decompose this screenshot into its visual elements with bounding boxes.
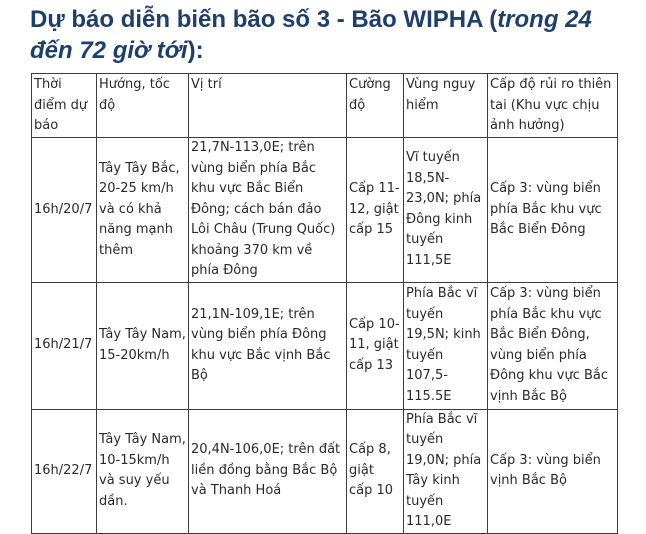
header-time: Thời điểm dự báo xyxy=(32,74,97,138)
title-italic: trong 24 đến 72 giờ tới xyxy=(30,6,592,64)
cell-risk: Cấp 3: vùng biển phía Bắc khu vực Bắc Biển Đông xyxy=(488,138,618,283)
table-row xyxy=(32,409,618,533)
cell-danger-zone: Phía Bắc vĩ tuyến 19,0N; phía Tây kinh tuyến 111,0E xyxy=(404,409,488,533)
forecast-table xyxy=(31,73,618,534)
cell-risk: Cấp 3: vùng biển vịnh Bắc Bộ xyxy=(488,409,618,533)
cell-time: 16h/22/7 xyxy=(32,409,97,533)
page-title xyxy=(30,4,630,66)
cell-risk: Cấp 3: vùng biển phía Bắc khu vực Bắc Biển Đông, vùng biển phía Đông khu vực Bắc vịnh Bắc Bộ xyxy=(488,282,618,409)
cell-direction: Tây Tây Nam, 15-20km/h xyxy=(97,282,189,409)
cell-time: 16h/21/7 xyxy=(32,282,97,409)
table-header-row xyxy=(32,74,618,138)
cell-position: 20,4N-106,0E; trên đất liền đồng bằng Bắc Bộ và Thanh Hoá xyxy=(189,409,347,533)
title-end: ): xyxy=(187,37,204,64)
title-main: Dự báo diễn biến bão số 3 - Bão WIPHA ( xyxy=(30,6,498,33)
cell-intensity: Cấp 10-11, giật cấp 13 xyxy=(347,282,404,409)
cell-position: 21,1N-109,1E; trên vùng biển phía Đông khu vực Bắc vịnh Bắc Bộ xyxy=(189,282,347,409)
header-direction: Hướng, tốc độ xyxy=(97,74,189,138)
header-position: Vị trí xyxy=(189,74,347,138)
header-danger-zone: Vùng nguy hiểm xyxy=(404,74,488,138)
cell-direction: Tây Tây Bắc, 20-25 km/h và có khả năng mạnh thêm xyxy=(97,138,189,283)
header-intensity: Cường độ xyxy=(347,74,404,138)
cell-intensity: Cấp 8, giật cấp 10 xyxy=(347,409,404,533)
cell-intensity: Cấp 11-12, giật cấp 15 xyxy=(347,138,404,283)
cell-danger-zone: Vĩ tuyến 18,5N-23,0N; phía Đông kinh tuyến 111,5E xyxy=(404,138,488,283)
cell-position: 21,7N-113,0E; trên vùng biển phía Bắc khu vực Bắc Biển Đông; cách bán đảo Lôi Châu (Trung Quốc) khoảng 370 km về phía Đông xyxy=(189,138,347,283)
table-row xyxy=(32,138,618,283)
cell-time: 16h/20/7 xyxy=(32,138,97,283)
header-risk: Cấp độ rủi ro thiên tai (Khu vực chịu ảnh hưởng) xyxy=(488,74,618,138)
cell-direction: Tây Tây Nam, 10-15km/h và suy yếu dần. xyxy=(97,409,189,533)
table-row xyxy=(32,282,618,409)
cell-danger-zone: Phía Bắc vĩ tuyến 19,5N; kinh tuyến 107,5-115.5E xyxy=(404,282,488,409)
